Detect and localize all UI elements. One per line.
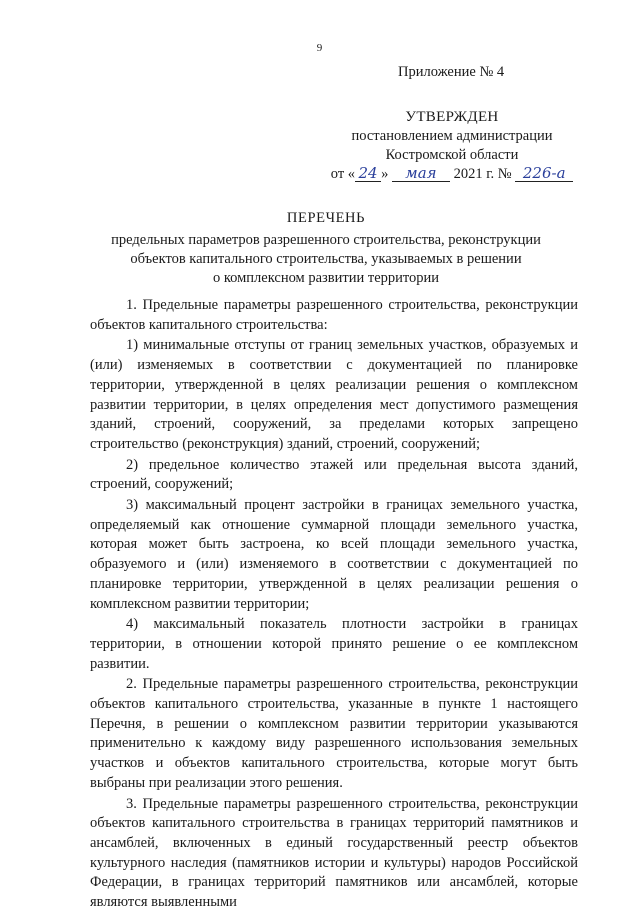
date-prefix: от « xyxy=(330,166,356,182)
document-subtitle-line: предельных параметров разрешенного строительства, реконструкции xyxy=(111,232,541,248)
body-paragraph: 2. Предельные параметры разрешенного строительства, реконструкции объектов капитального строительства, указанные в пункте 1 настоящего Перечня, в решении о комплексном развитии территории указываются применительно к каждому виду разрешенного использования земельных участков и объектов капитального строительства, которые могут быть выбраны при реализации этого решения. xyxy=(90,676,578,791)
handwritten-day: 24 xyxy=(355,166,381,182)
appendix-label: Приложение № 4 xyxy=(398,64,505,80)
body-paragraph: 1. Предельные параметры разрешенного строительства, реконструкции объектов капитального строительства: xyxy=(90,297,578,333)
body-paragraph: 3) максимальный процент застройки в границах земельного участка, определяемый как отношение суммарной площади земельного участка, которая может быть застроена, ко всей площади земельного участка, образуемого и (или) изменяемого в соответствии с документацией по планировке территории, утвержденной в целях реализации решения о комплексном развитии территории; xyxy=(90,497,578,612)
document-title: ПЕРЕЧЕНЬ xyxy=(286,210,366,226)
approval-block xyxy=(318,108,586,184)
handwritten-month: мая xyxy=(392,166,450,182)
body-paragraph: 1) минимальные отступы от границ земельных участков, образуемых и (или) изменяемых в соответствии с документацией по планировке территории, утвержденной в целях реализации решения о комплексном развитии территории, в целях определения мест допустимого размещения зданий, строений, сооружений, за пределами которых запрещено строительство (реконструкция) зданий, строений, сооружений; xyxy=(90,337,578,452)
body-paragraph: 3. Предельные параметры разрешенного строительства, реконструкции объектов капитального строительства в границах территорий памятников и ансамблей, включенных в единый государственный реестр объектов культурного наследия (памятников истории и культуры) народов Российской Федерации, в границах территорий памятников или ансамблей, которые являются выявленными xyxy=(90,795,578,911)
date-quote-close: » xyxy=(381,166,389,182)
document-body xyxy=(90,296,578,914)
approval-date-line xyxy=(318,165,586,184)
approval-title: УТВЕРЖДЕН xyxy=(405,109,499,125)
document-subtitle-line: объектов капитального строительства, указываемых в решении xyxy=(130,251,522,267)
body-paragraph: 4) максимальный показатель плотности застройки в границах территории, в отношении которой принято решение о ее комплексном развитии. xyxy=(90,616,578,672)
approval-region: Костромской области xyxy=(385,147,519,163)
page-number: 9 xyxy=(316,42,323,54)
document-subtitle-line: о комплексном развитии территории xyxy=(212,270,440,286)
handwritten-decree-number: 226-а xyxy=(515,166,573,182)
date-year-text: 2021 г. № xyxy=(453,166,512,182)
body-paragraph: 2) предельное количество этажей или предельная высота зданий, строений, сооружений; xyxy=(90,456,578,493)
document-title-block xyxy=(90,209,562,288)
approval-authority: постановлением администрации xyxy=(351,128,553,144)
